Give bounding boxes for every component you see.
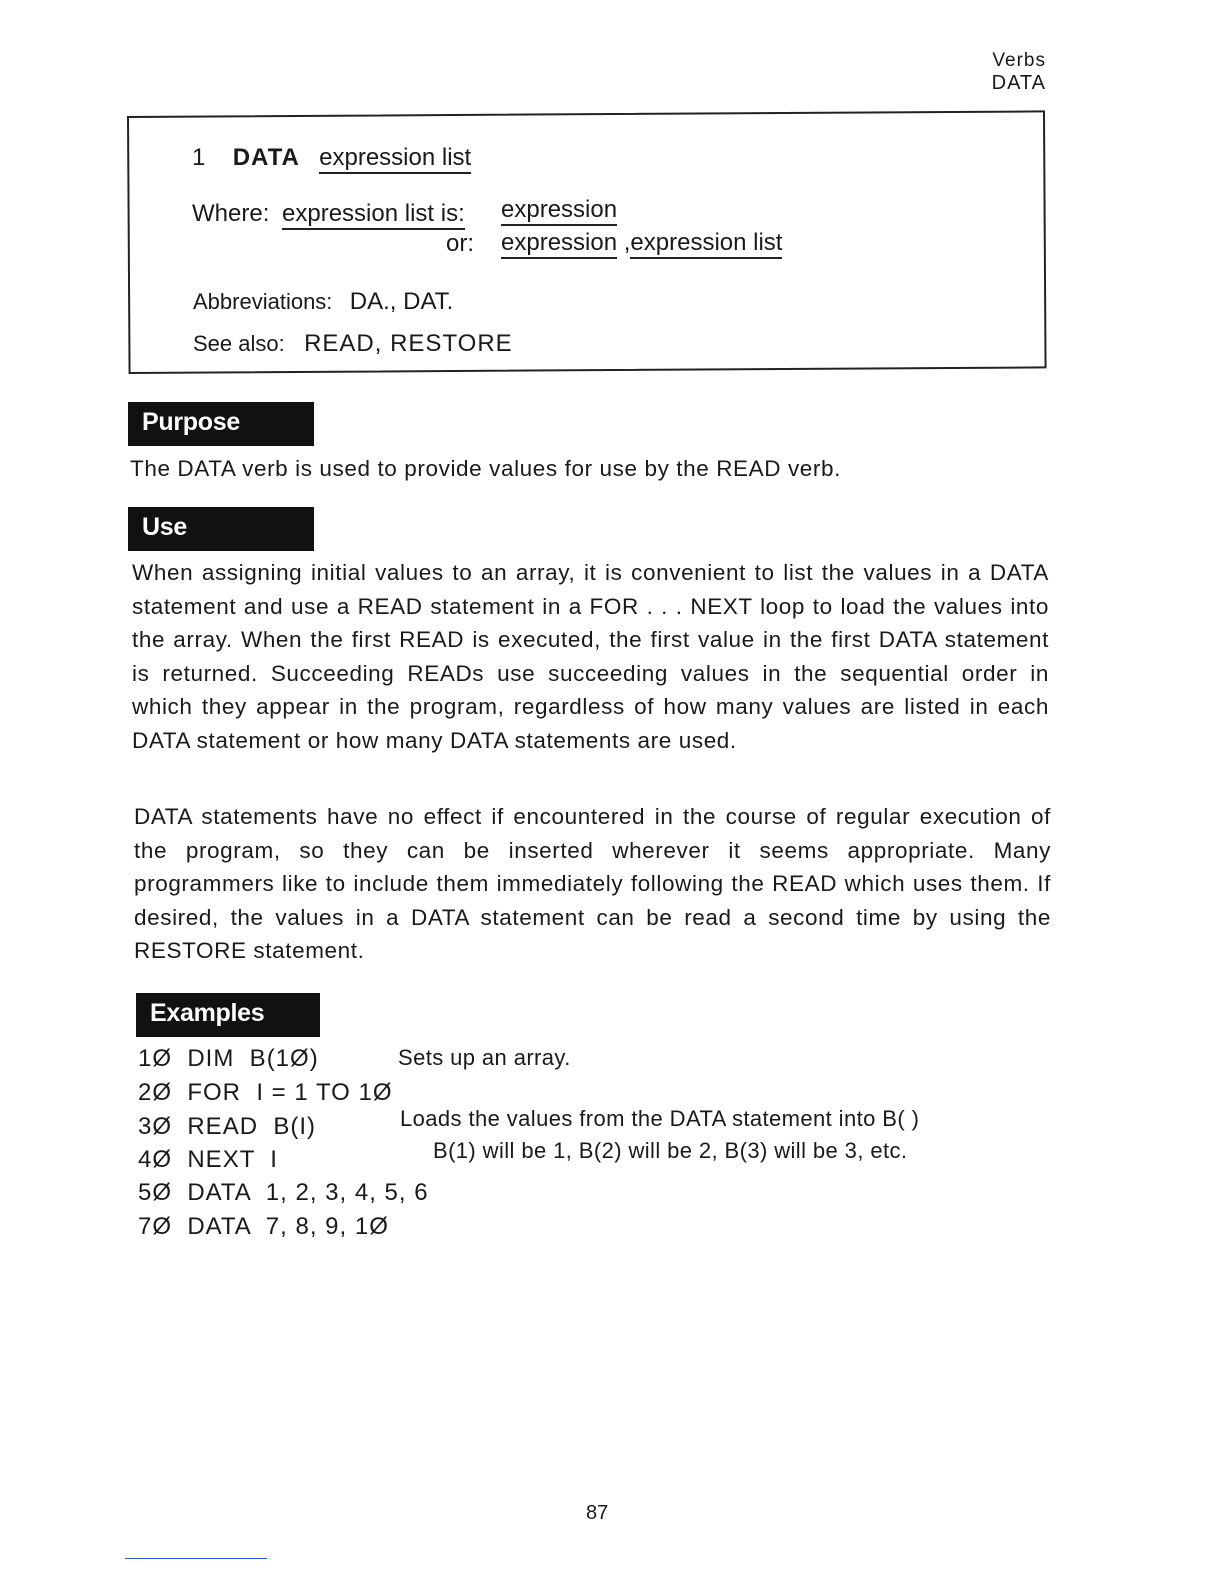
running-header-topic: DATA <box>991 72 1046 94</box>
syntax-number: 1 <box>192 144 206 171</box>
alternative-2b: expression list <box>630 229 782 259</box>
purpose-text: The DATA verb is used to provide values for use by the READ verb. <box>130 456 841 481</box>
use-paragraph-1: When assigning initial values to an array, it is convenient to list the values in a DATA statement and use a READ statement in a FOR . . . NEXT loop to load the values into the array. When the first READ is executed, the first value in the first DATA statement is returned. Succeeding READs use succeeding values in the sequential order in which they appear in the program, regardless of how many values are listed in each DATA statement or how many DATA statements are used. <box>132 560 1049 753</box>
running-header-section: Verbs <box>992 50 1046 71</box>
example-note-2: Loads the values from the DATA statement into B( ) <box>400 1106 920 1131</box>
alternative-2-separator: , <box>623 229 631 256</box>
see-also-value: READ, RESTORE <box>304 330 513 357</box>
example-note-1: Sets up an array. <box>398 1045 571 1070</box>
example-line: 1Ø DIM B(1Ø) <box>138 1045 319 1072</box>
examples-heading: Examples <box>136 993 320 1037</box>
use-heading: Use <box>128 507 314 551</box>
syntax-keyword: DATA <box>232 144 300 171</box>
abbrev-value: DA., DAT. <box>349 288 454 315</box>
page-number: 87 <box>586 1502 609 1524</box>
abbrev-label: Abbreviations: <box>193 289 333 314</box>
example-note-3: B(1) will be 1, B(2) will be 2, B(3) will be 3, etc. <box>433 1138 908 1163</box>
alternative-2a: expression <box>501 229 617 259</box>
syntax-line <box>192 144 471 172</box>
where-term: expression list is: <box>282 200 465 230</box>
where-label: Where: <box>192 200 270 227</box>
example-line: 4Ø NEXT I <box>138 1146 278 1173</box>
or-label: or: <box>446 230 475 257</box>
alternative-1: expression <box>501 196 617 226</box>
example-line: 3Ø READ B(I) <box>138 1113 317 1140</box>
example-line: 7Ø DATA 7, 8, 9, 1Ø <box>138 1213 389 1240</box>
purpose-heading: Purpose <box>128 402 314 446</box>
syntax-argument: expression list <box>319 144 471 174</box>
footer-rule <box>125 1558 267 1559</box>
example-line: 5Ø DATA 1, 2, 3, 4, 5, 6 <box>138 1179 429 1206</box>
see-also-label: See also: <box>193 331 285 356</box>
use-paragraph-2: DATA statements have no effect if encountered in the course of regular execution of the program, so they can be inserted wherever it seems appropriate. Many programmers like to include them immediately following the READ which uses them. If desired, the values in a DATA statement can be read a second time by using the RESTORE statement. <box>134 804 1051 963</box>
example-line: 2Ø FOR I = 1 TO 1Ø <box>138 1079 393 1106</box>
